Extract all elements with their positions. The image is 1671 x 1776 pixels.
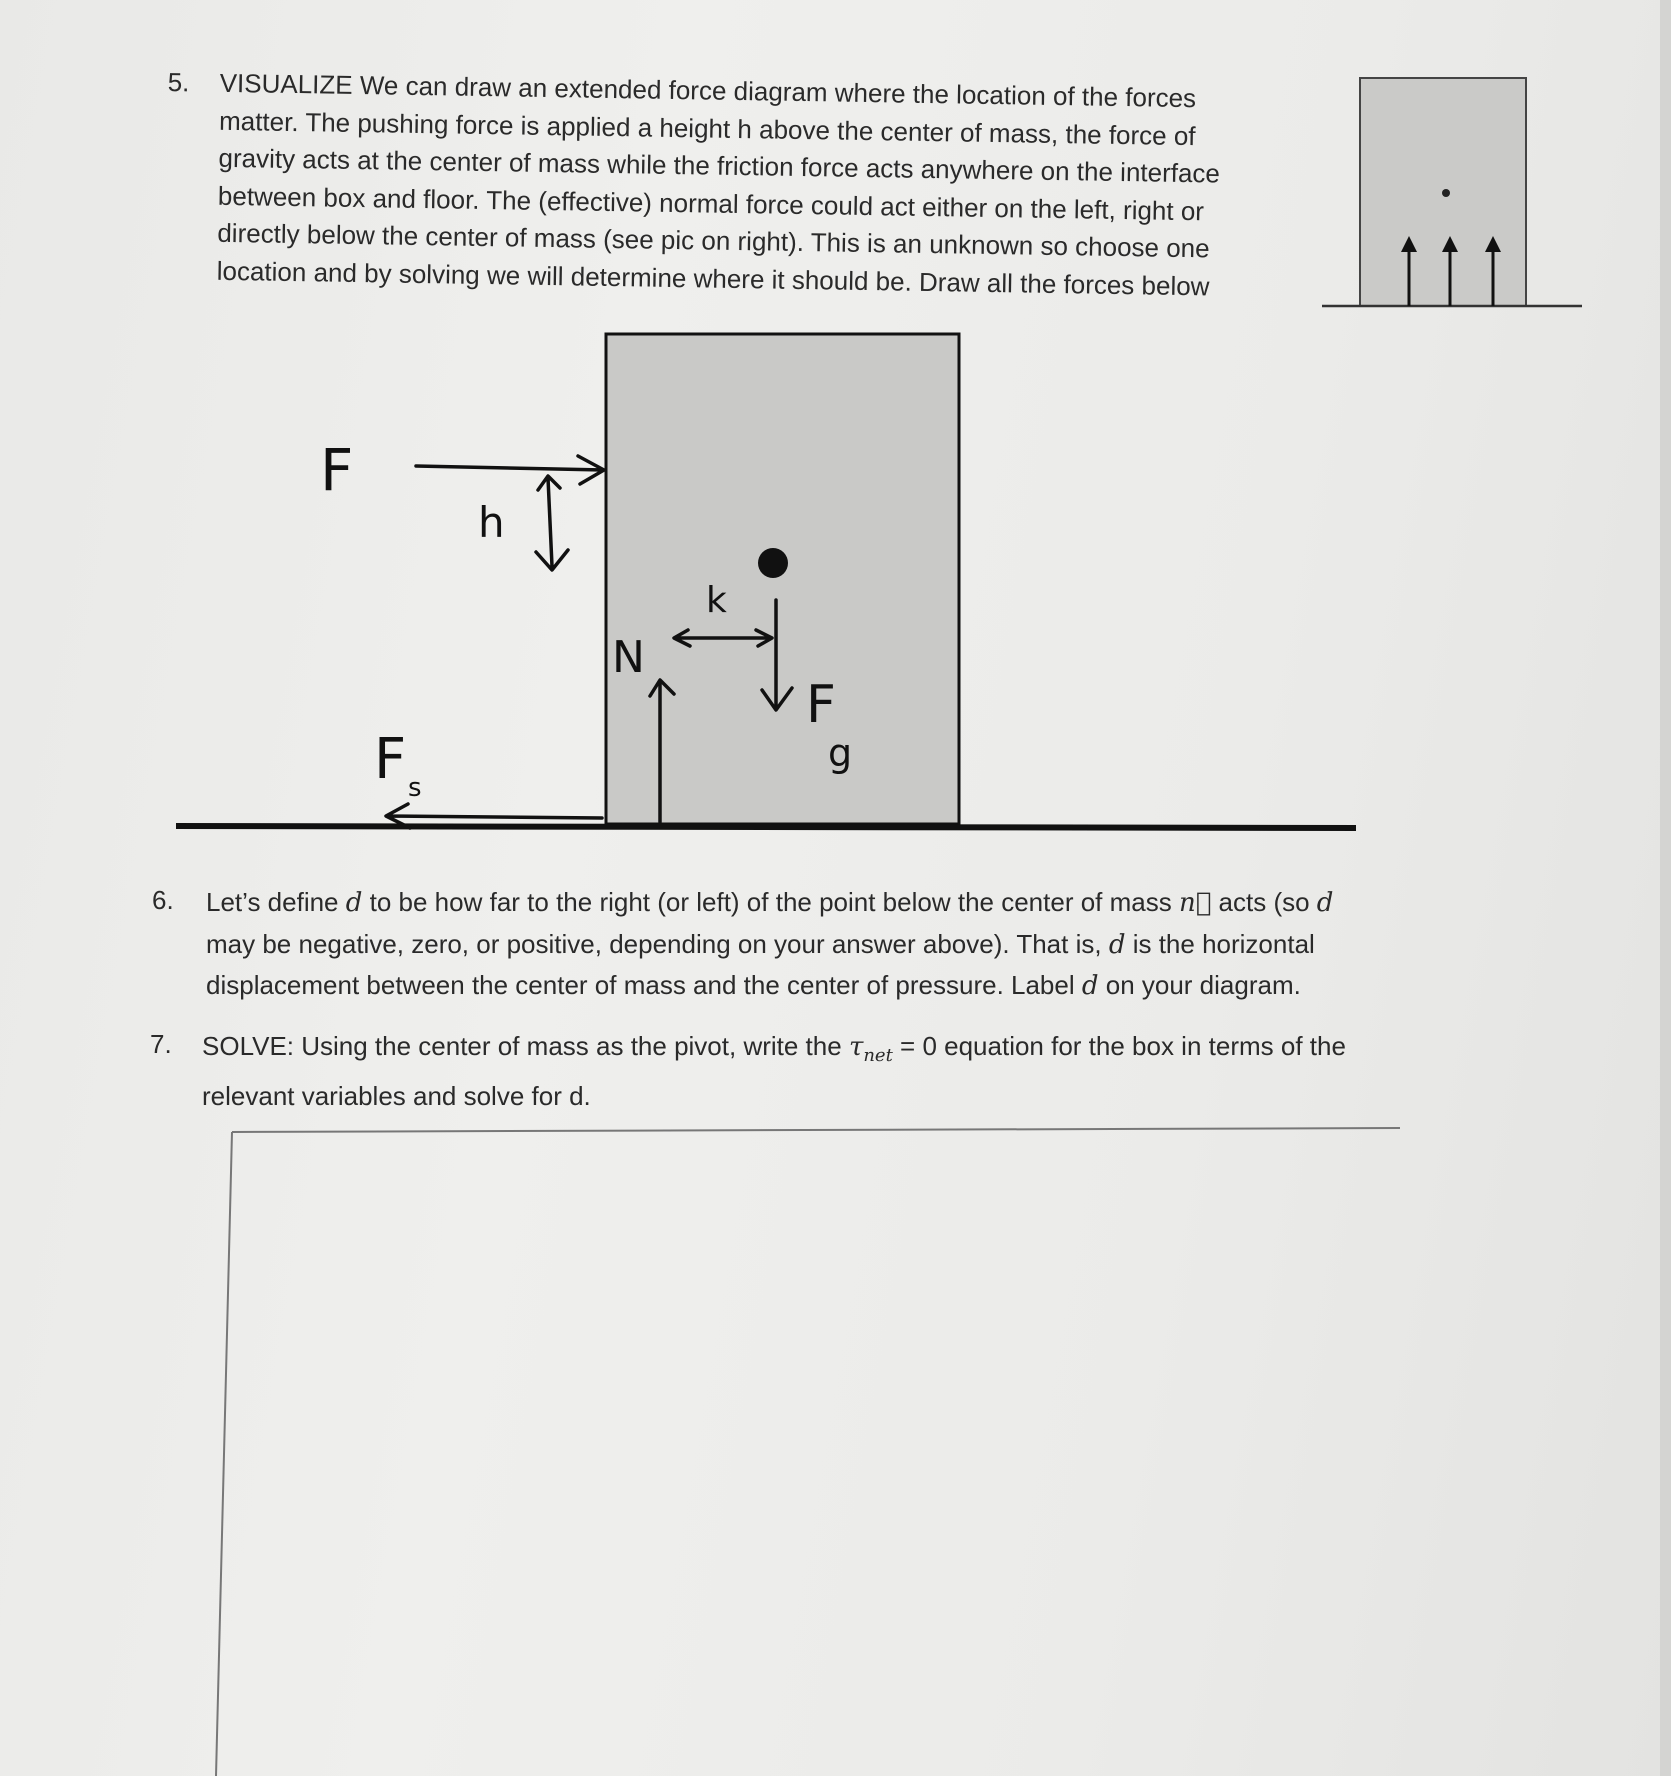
question-text <box>206 882 1333 1007</box>
height-arrow <box>536 476 568 570</box>
question-text <box>202 1026 1346 1117</box>
label-distance-k: k <box>706 580 727 621</box>
text-line: between box and floor. The (effective) normal force could act either on the left, right or <box>217 180 1205 226</box>
text-line: SOLVE: Using the center of mass as the pivot, write the $\tau_{net} = 0$ equation for the box in terms of the <box>202 1031 1346 1067</box>
floor-line <box>176 826 1356 828</box>
question-number: 6. <box>152 885 174 915</box>
label-push-force: F <box>320 436 354 504</box>
question-number: 7. <box>150 1029 172 1059</box>
text-line: VISUALIZE We can draw an extended force diagram where the location of the forces <box>219 67 1197 114</box>
text-line: Let’s define d to be how far to the right (or left) of the point below the center of mass n⃗ acts (so d <box>206 887 1334 918</box>
push-force-arrow <box>416 456 604 484</box>
force-diagram[interactable] <box>0 0 1671 860</box>
question-number: 5. <box>167 66 190 98</box>
label-gravity-subscript: g <box>828 731 853 775</box>
label-height: h <box>478 498 505 547</box>
text-line: displacement between the center of mass and the center of pressure. Label d on your diagram. <box>206 970 1301 1001</box>
label-gravity: F <box>806 675 836 735</box>
center-of-mass-dot <box>758 548 788 578</box>
label-friction: F <box>374 727 407 792</box>
answer-box[interactable] <box>232 1134 1398 1774</box>
text-line: gravity acts at the center of mass while the friction force acts anywhere on the interface <box>218 142 1221 189</box>
text-line: location and by solving we will determine where it should be. Draw all the forces below <box>216 255 1210 301</box>
text-line: directly below the center of mass (see pic on right). This is an unknown so choose one <box>217 217 1210 264</box>
text-line: relevant variables and solve for d. <box>202 1081 591 1112</box>
text-line: may be negative, zero, or positive, depending on your answer above). That is, d is the horizontal <box>206 928 1315 960</box>
text-line: matter. The pushing force is applied a height h above the center of mass, the force of <box>218 105 1196 151</box>
label-normal-force: N <box>612 632 645 683</box>
label-friction-subscript: s <box>408 773 422 803</box>
